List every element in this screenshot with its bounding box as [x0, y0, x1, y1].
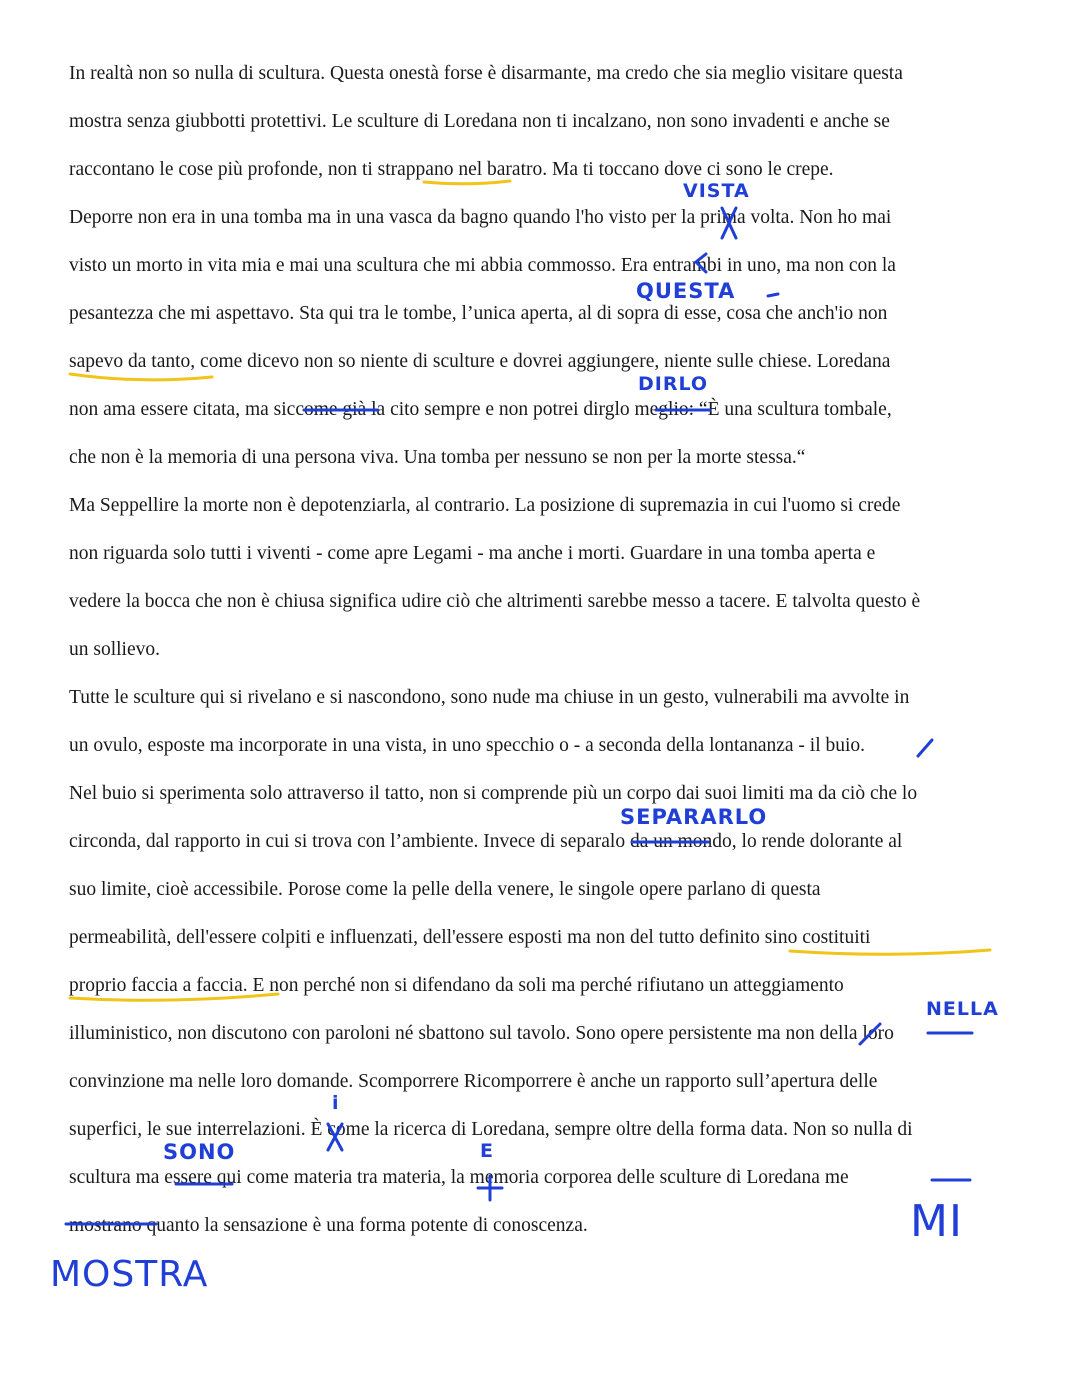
text-line: Deporre non era in una tomba ma in una vasca da bagno quando l'ho visto per la prima volta. Non ho mai [69, 207, 892, 228]
annotation-separarlo: SEPARARLO [620, 805, 768, 829]
highlight-sapevo-da-tanto [70, 374, 212, 380]
text-line: superfici, le sue interrelazioni. È come la ricerca di Loredana, sempre oltre della forma data. Non so nulla di [69, 1119, 913, 1140]
annotation-mostra: MOSTRA [50, 1254, 209, 1295]
text-line: convinzione ma nelle loro domande. Scomporrere Ricomporrere è anche un rapporto sull’apertura delle [69, 1071, 878, 1092]
annotation-dirlo: DIRLO [638, 373, 709, 395]
text-line: non riguarda solo tutti i viventi - come apre Legami - ma anche i morti. Guardare in una tomba aperta e [69, 543, 876, 564]
text-line: pesantezza che mi aspettavo. Sta qui tra le tombe, l’unica aperta, al di sopra di esse, cosa che anch'io non [69, 303, 888, 324]
mark-tick-questa [768, 294, 778, 296]
text-line: illuministico, non discutono con paroloni né sbattono sul tavolo. Sono opere persistente ma non della loro [69, 1023, 894, 1044]
strike-ma [860, 1024, 880, 1044]
highlight-proprio-faccia [70, 994, 278, 1000]
highlight-definito [790, 950, 990, 954]
text-line: un ovulo, esposte ma incorporate in una vista, in uno specchio o - a seconda della lontananza - il buio. [69, 735, 866, 756]
text-line: che non è la memoria di una persona viva. Una tomba per nessuno se non per la morte stessa.“ [69, 447, 806, 468]
text-line: vedere la bocca che non è chiusa significa udire ciò che altrimenti sarebbe messo a tacere. E talvolta questo è [69, 591, 921, 612]
annotation-nella: NELLA [926, 998, 999, 1020]
mark-x-visto [722, 208, 736, 238]
annotation-mi: MI [910, 1196, 963, 1247]
annotation-i-insert: i [332, 1092, 340, 1114]
text-line: mostra senza giubbotti protettivi. Le sculture di Loredana non ti incalzano, non sono invadenti e anche se [69, 111, 890, 132]
text-line: Nel buio si sperimenta solo attraverso il tatto, non si comprende più un corpo dai suoi limiti ma da ciò che lo [69, 783, 918, 804]
annotation-e-insert: E [480, 1140, 494, 1162]
text-line: circonda, dal rapporto in cui si trova con l’ambiente. Invece di separalo da un mondo, lo rende dolorante al [69, 831, 903, 852]
text-line: In realtà non so nulla di scultura. Questa onestà forse è disarmante, ma credo che sia meglio visitare questa [69, 63, 903, 84]
text-line: sapevo da tanto, come dicevo non so niente di sculture e dovrei aggiungere, niente sulle chiese. Loredana [69, 351, 891, 372]
text-line: mostrano quanto la sensazione è una forma potente di conoscenza. [69, 1215, 588, 1236]
mark-caret-commosso [696, 254, 706, 272]
strike-il [918, 740, 932, 756]
text-line: Tutte le sculture qui si rivelano e si nascondono, sono nude ma chiuse in un gesto, vulnerabili ma avvolte in [69, 687, 910, 708]
annotation-vista: VISTA [683, 180, 750, 202]
text-line: un sollievo. [69, 639, 160, 660]
text-line: proprio faccia a faccia. E non perché non si difendano da soli ma perché rifiutano un atteggiamento [69, 975, 844, 996]
text-line: raccontano le cose più profonde, non ti strappano nel baratro. Ma ti toccano dove ci sono le crepe. [69, 159, 834, 180]
text-line: Ma Seppellire la morte non è depotenziarla, al contrario. La posizione di supremazia in cui l'uomo si crede [69, 495, 901, 516]
text-line: permeabilità, dell'essere colpiti e influenzati, dell'essere esposti ma non del tutto definito sino costituiti [69, 927, 871, 948]
highlight-strappano [424, 181, 510, 184]
mark-x-interrelazioni [328, 1124, 342, 1150]
text-line: non ama essere citata, ma siccome già la cito sempre e non potrei dirglo meglio: “È una scultura tombale, [69, 399, 892, 420]
mark-plus-materia [478, 1176, 502, 1200]
text-line: visto un morto in vita mia e mai una scultura che mi abbia commosso. Era entrambi in uno, ma non con la [69, 255, 896, 276]
annotation-questa: QUESTA [636, 279, 736, 303]
text-line: suo limite, cioè accessibile. Porose come la pelle della venere, le singole opere parlano di questa [69, 879, 821, 900]
text-line: scultura ma essere qui come materia tra materia, la memoria corporea delle sculture di Loredana me [69, 1167, 849, 1188]
annotation-sono: SONO [163, 1140, 236, 1164]
